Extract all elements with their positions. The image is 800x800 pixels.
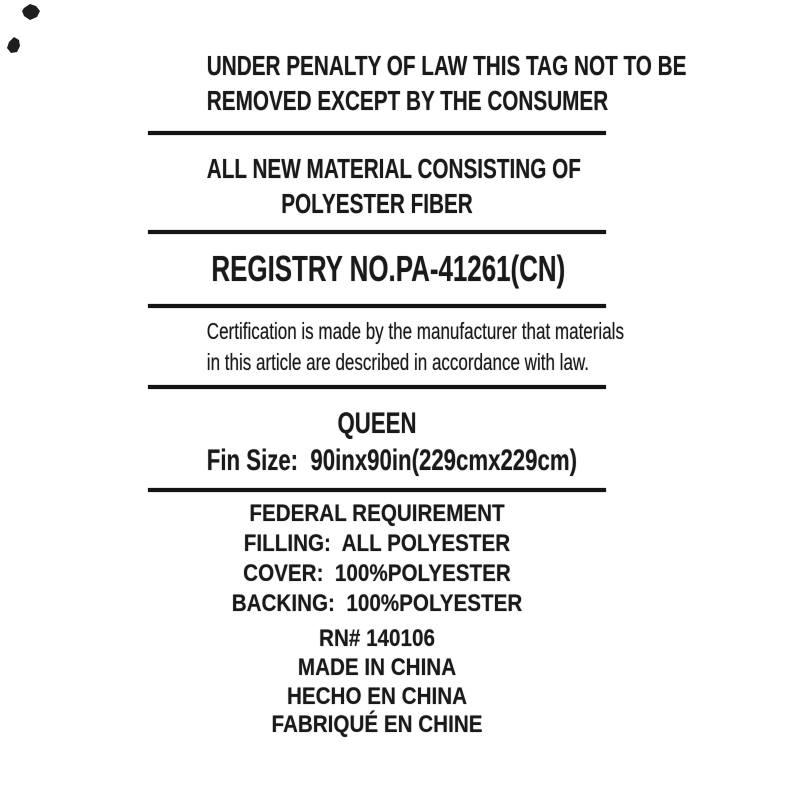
rn-number: RN# 140106 — [319, 625, 435, 652]
fin-size: Fin Size: 90inx90in(229cmx229cm) — [206, 444, 577, 477]
divider-rule-3 — [148, 304, 606, 308]
registry-number: REGISTRY NO.PA-41261(CN) — [211, 248, 566, 289]
divider-rule-5 — [148, 488, 606, 492]
material-statement-line2: POLYESTER FIBER — [281, 188, 473, 219]
divider-rule-1 — [148, 131, 606, 135]
made-in-china-es: HECHO EN CHINA — [286, 683, 468, 710]
penalty-notice-line2: REMOVED EXCEPT BY THE CONSUMER — [206, 85, 609, 116]
penalty-notice-line1: UNDER PENALTY OF LAW THIS TAG NOT TO BE — [206, 50, 687, 81]
made-in-china-fr: FABRIQUÉ EN CHINE — [271, 711, 483, 738]
divider-rule-2 — [148, 230, 606, 234]
filling-line: FILLING: ALL POLYESTER — [243, 530, 511, 557]
federal-requirement-title: FEDERAL REQUIREMENT — [249, 500, 505, 527]
certification-line1: Certification is made by the manufacturer that materials — [206, 318, 624, 344]
size-name: QUEEN — [337, 407, 417, 440]
cover-line: COVER: 100%POLYESTER — [243, 560, 511, 587]
label-content-column — [147, 0, 687, 800]
divider-rule-4 — [148, 385, 606, 389]
backing-line: BACKING: 100%POLYESTER — [231, 590, 523, 617]
certification-line2: in this article are described in accordance with law. — [206, 349, 589, 375]
ink-smudge-mark-top — [21, 4, 41, 21]
made-in-china-en: MADE IN CHINA — [297, 654, 457, 681]
material-statement-line1: ALL NEW MATERIAL CONSISTING OF — [206, 153, 581, 184]
ink-smudge-mark-bottom — [7, 37, 21, 54]
